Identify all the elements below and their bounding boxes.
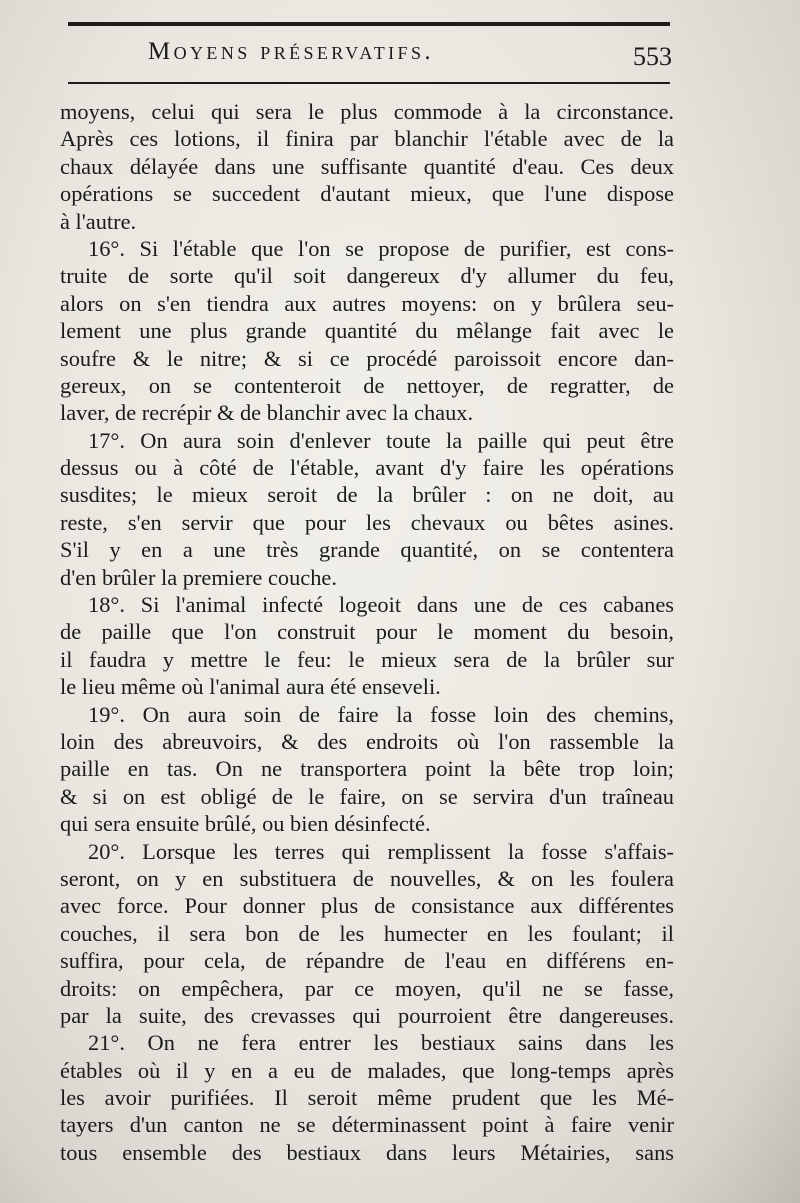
text-line: truite de sorte qu'il soit dangereux d'y allumer du feu,: [60, 263, 674, 289]
text-line: lement une plus grande quantité du mêlange fait avec le: [60, 318, 674, 344]
text-line: Après ces lotions, il finira par blanchir l'étable avec de la: [60, 126, 674, 152]
text-line: susdites; le mieux seroit de la brûler : on ne doit, au: [60, 482, 674, 508]
text-line: paille en tas. On ne transportera point la bête trop loin;: [60, 756, 674, 782]
text-line: opérations se succedent d'autant mieux, que l'une dispose: [60, 181, 674, 207]
text-line: de paille que l'on construit pour le moment du besoin,: [60, 619, 674, 645]
text-line: couches, il sera bon de les humecter en les foulant; il: [60, 920, 674, 946]
text-line: & si on est obligé de le faire, on se servira d'un traîneau: [60, 783, 674, 809]
text-line: d'en brûler la premiere couche.: [60, 564, 337, 590]
page-number: 553: [633, 42, 672, 71]
text-line: 20°. Lorsque les terres qui remplissent la fosse s'affais-: [88, 838, 674, 864]
text-line: laver, de recrépir & de blanchir avec la chaux.: [60, 400, 474, 426]
running-head: [68, 34, 670, 78]
text-line: 16°. Si l'étable que l'on se propose de purifier, est cons-: [88, 235, 674, 261]
text-line: 18°. Si l'animal infecté logeoit dans une de ces cabanes: [88, 592, 674, 618]
text-line: avec force. Pour donner plus de consistance aux différentes: [60, 893, 674, 919]
text-line: suffira, pour cela, de répandre de l'eau en différens en-: [60, 948, 674, 974]
text-line: le lieu même où l'animal aura été enseveli.: [60, 674, 441, 700]
text-line: 17°. On aura soin d'enlever toute la paille qui peut être: [88, 427, 674, 453]
text-line: moyens, celui qui sera le plus commode à la circonstance.: [60, 99, 674, 124]
text-line: tous ensemble des bestiaux dans leurs Métairies, sans: [60, 1139, 674, 1165]
text-line: étables où il y en a eu de malades, que long-temps après: [60, 1057, 674, 1083]
text-line: tayers d'un canton ne se déterminassent point à faire venir: [60, 1112, 674, 1138]
text-line: les avoir purifiées. Il seroit même prudent que les Mé-: [60, 1085, 674, 1111]
text-line: alors on s'en tiendra aux autres moyens: on y brûlera seu-: [60, 290, 674, 316]
text-line: il faudra y mettre le feu: le mieux sera de la brûler sur: [60, 646, 674, 672]
text-line: chaux délayée dans une suffisante quantité d'eau. Ces deux: [60, 153, 674, 179]
text-line: qui sera ensuite brûlé, ou bien désinfecté.: [60, 811, 431, 837]
body-text: [60, 98, 674, 1166]
text-line: droits: on empêchera, par ce moyen, qu'il ne se fasse,: [60, 975, 674, 1001]
text-line: reste, s'en servir que pour les chevaux ou bêtes asines.: [60, 509, 674, 535]
header-rule-bottom: [68, 82, 670, 84]
text-line: loin des abreuvoirs, & des endroits où l'on rassemble la: [60, 728, 674, 754]
text-line: 19°. On aura soin de faire la fosse loin des chemins,: [88, 701, 674, 727]
text-line: par la suite, des crevasses qui pourroient être dangereuses.: [60, 1002, 674, 1028]
text-line: 21°. On ne fera entrer les bestiaux sains dans les: [88, 1030, 674, 1056]
text-line: gereux, on se contenteroit de nettoyer, de regratter, de: [60, 372, 674, 398]
header-rule-top: [68, 22, 670, 26]
text-line: seront, on y en substituera de nouvelles, & on les foulera: [60, 865, 674, 891]
text-line: dessus ou à côté de l'étable, avant d'y faire les opérations: [60, 455, 674, 481]
text-line: S'il y en a une très grande quantité, on se contentera: [60, 537, 674, 563]
text-line: à l'autre.: [60, 208, 137, 234]
text-line: soufre & le nitre; & si ce procédé paroissoit encore dan-: [60, 345, 674, 371]
running-title: Moyens préservatifs.: [148, 38, 435, 65]
